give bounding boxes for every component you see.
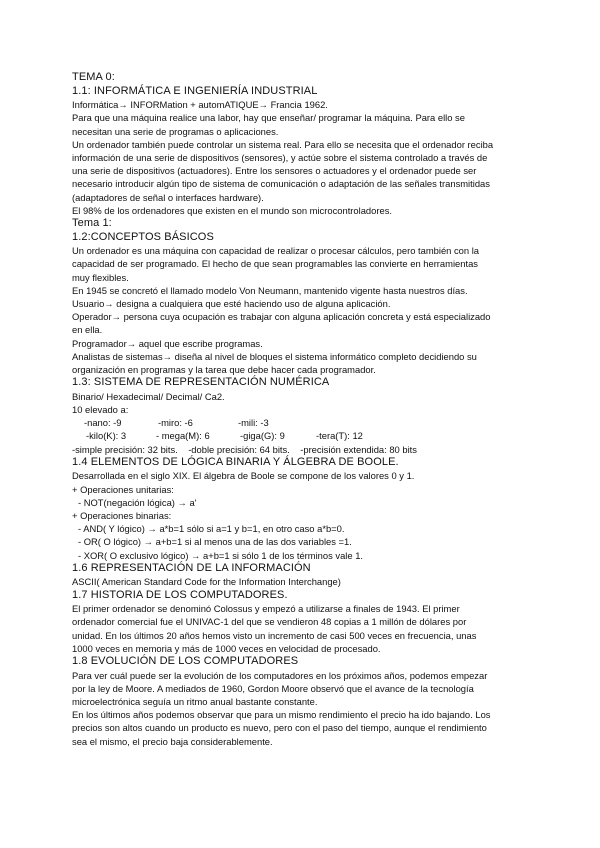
text-line: (adaptadores de señal o interfaces hardware). [72,191,264,203]
text-line: Binario/ Hexadecimal/ Decimal/ Ca2. [72,390,225,402]
section-label: Tema 1: [72,217,112,230]
prefix-row [72,429,534,442]
text-line: Programador→ aquel que escribe programas. [72,337,263,349]
text-line: microelectrónica seguía un ritmo anual bastante constante. [72,696,318,708]
text-line: Un ordenador es una máquina con capacidad de realizar o procesar cálculos, pero también con la [72,245,480,257]
text-line: En los últimos años podemos observar que para un mismo rendimiento el precio ha ido bajando. Los [72,709,491,721]
text-line: - OR( O lógico) → a+b=1 si al menos una de las dos variables =1. [78,536,352,548]
text-line: capacidad de ser programado. El hecho de que sean programables las convierte en herramientas [72,258,478,270]
text-line: Usuario→ designa a cualquiera que esté haciendo uso de alguna aplicación. [72,298,391,310]
text-line: 10 elevado a: [72,404,129,416]
prefix-item: -nano: -9 [84,417,122,429]
section-label: TEMA 0: [72,71,115,83]
text-line: - AND( Y lógico) → a*b=1 sólo si a=1 y b=1, en otro caso a*b=0. [78,523,345,535]
document-page [72,71,534,748]
text-line: muy flexibles. [72,271,129,283]
text-line: El primer ordenador se denominó Colossus y empezó a utilizarse a finales de 1943. El primer [72,603,460,615]
text-line: Para que una máquina realice una labor, hay que enseñar/ programar la máquina. Para ello se [72,112,465,124]
text-line: Un ordenador también puede controlar un sistema real. Para ello se necesita que el ordenador reciba [72,138,494,150]
prefix-item: -mili: -3 [238,417,269,429]
text-line: necesario introducir algún tipo de sistema de comunicación o adaptación de las señales transmitidas [72,178,490,190]
text-line: necesitan una serie de programas o aplicaciones. [72,125,279,137]
text-line: unidad. En los últimos 20 años hemos visto un incremento de casi 500 veces en frecuencia, unas [72,629,477,641]
text-line: en ella. [72,324,103,336]
text-line: - XOR( O exclusivo lógico) → a+b=1 si sólo 1 de los términos vale 1. [78,549,364,561]
text-line: organización en programas y la tarea que debe hacer cada programador. [72,364,376,376]
section-heading: 1.3: SISTEMA DE REPRESENTACIÓN NUMÉRICA [72,376,330,389]
section-heading: 1.6 REPRESENTACIÓN DE LA INFORMACIÓN [72,561,311,574]
prefix-item: -tera(T): 12 [316,430,363,442]
section-heading: 1.2:CONCEPTOS BÁSICOS [72,230,214,243]
section-heading: 1.8 EVOLUCIÓN DE LOS COMPUTADORES [72,655,299,668]
text-line: sea el mismo, el precio baja considerablemente. [72,735,273,747]
text-line: ordenador comercial fue el UNIVAC-1 del que se vendieron 48 copias a 1 millón de dólares por [72,616,467,628]
prefix-item: -kilo(K): 3 [86,430,127,442]
text-line: + Operaciones binarias: [72,510,172,522]
text-line: Desarrollada en el siglo XIX. El álgebra de Boole se compone de los valores 0 y 1. [72,470,415,482]
text-line: Operador→ persona cuya ocupación es trabajar con alguna aplicación concreta y está especializado [72,311,491,323]
text-line: ASCII( American Standard Code for the Information Interchange) [72,576,341,588]
text-line: El 98% de los ordenadores que existen en el mundo son microcontroladores. [72,204,392,216]
section-heading: 1.7 HISTORIA DE LOS COMPUTADORES. [72,588,288,601]
text-line: una serie de dispositivos (actuadores). Entre los sensores o actuadores y el ordenador puede ser [72,165,477,177]
text-line: Analistas de sistemas→ diseña al nivel de bloques el sistema informático completo decidiendo su [72,350,477,362]
section-heading: 1.1: INFORMÁTICA E INGENIERÍA INDUSTRIAL [72,84,318,97]
text-line: En 1945 se concretó el llamado modelo Von Neumann, mantenido vigente hasta nuestros días. [72,284,468,296]
text-line: - NOT(negación lógica) → a' [78,496,197,508]
prefix-item: -miro: -6 [158,417,193,429]
text-line: Informática→ INFORMation + automATIQUE→ Francia 1962. [72,99,328,111]
text-line: por la ley de Moore. A mediados de 1960, Gordon Moore observó que el avance de la tecnología [72,682,474,694]
prefix-item: -giga(G): 9 [240,430,285,442]
prefix-item: - mega(M): 6 [156,430,210,442]
prefix-row [72,416,534,429]
text-line: Para ver cuál puede ser la evolución de los computadores en los próximos años, podemos empezar [72,669,488,681]
text-line: información de una serie de dispositivos (sensores), y actúe sobre el sistema controlado a través de [72,152,488,163]
text-line: precios son altos cuando un producto es nuevo, pero con el paso del tiempo, aunque el rendimiento [72,722,487,734]
text-line: -simple precisión: 32 bits. -doble precisión: 64 bits. -precisión extendida: 80 bits [72,443,417,455]
section-heading: 1.4 ELEMENTOS DE LÓGICA BINARIA Y ÁLGEBRA DE BOOLE. [72,455,399,468]
text-line: 1000 veces en memoria y más de 1000 veces en velocidad de procesado. [72,642,381,654]
text-line: + Operaciones unitarias: [72,483,174,495]
